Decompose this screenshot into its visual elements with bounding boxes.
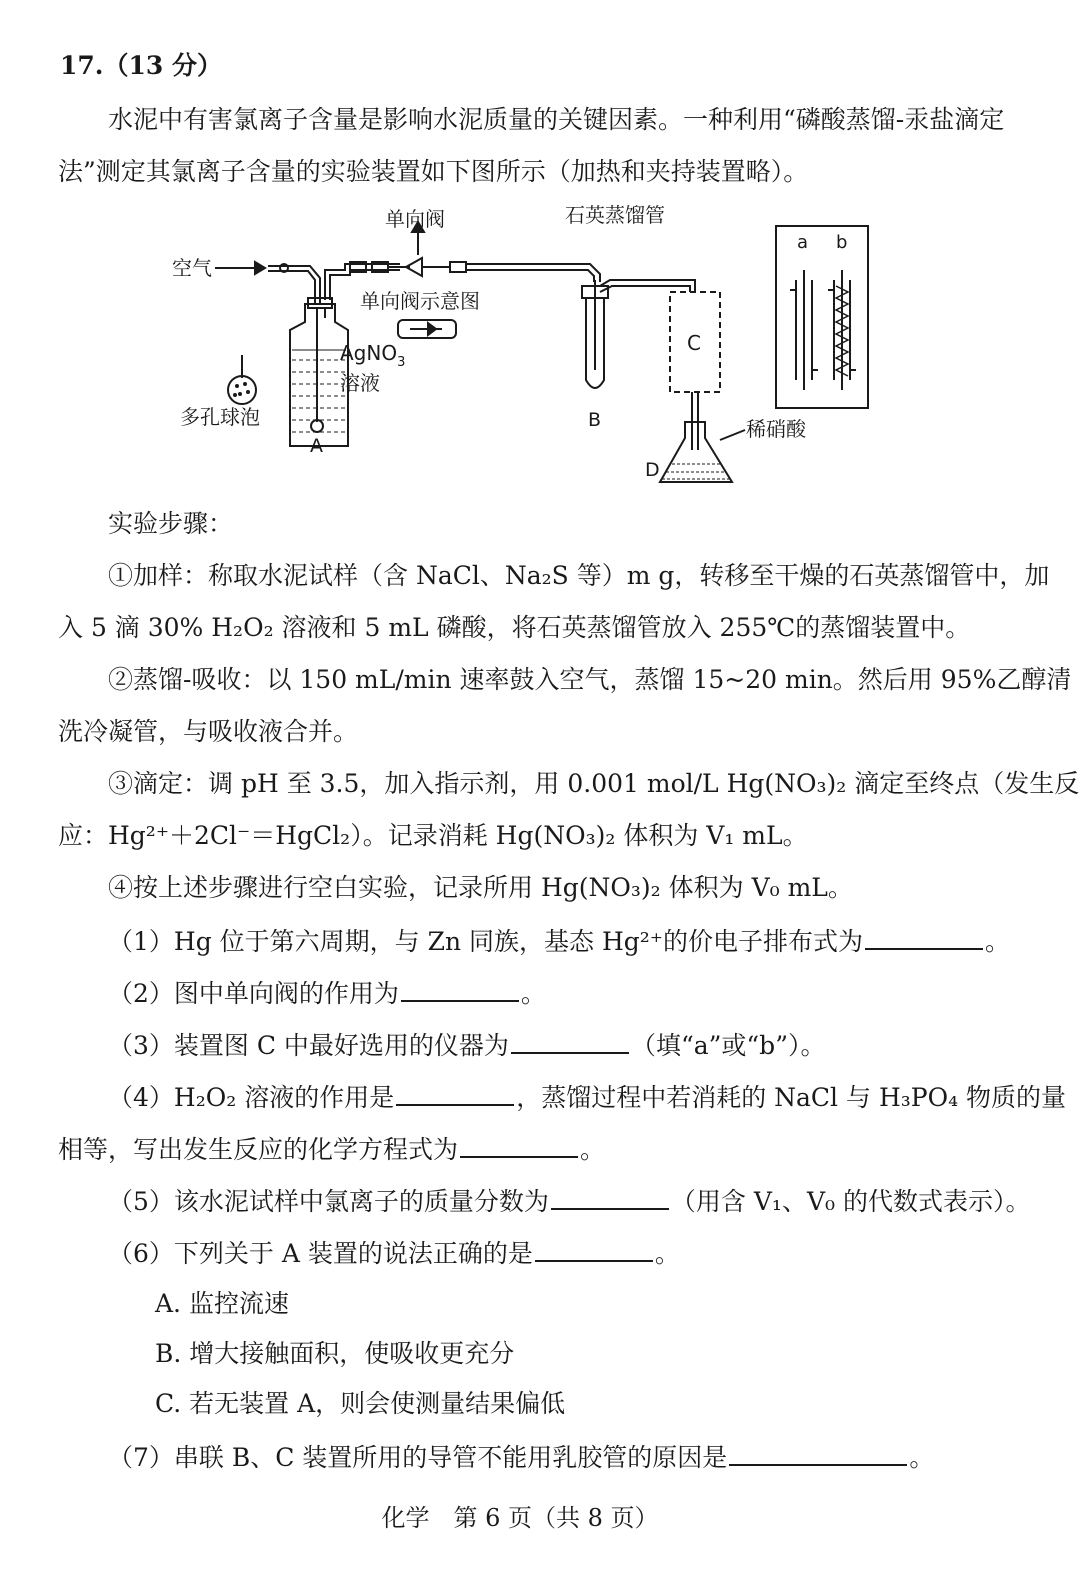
label-condenser-a: a: [797, 232, 809, 253]
tube-to-b: [466, 264, 600, 282]
answer-blank-4a[interactable]: [396, 1080, 514, 1106]
label-c: C: [687, 331, 701, 355]
question-1: [108, 924, 1010, 958]
question-5-end: （用含 V₁、V₀ 的代数式表示）。: [670, 1187, 1031, 1216]
step-2-line-2: 洗冷凝管，与吸收液合并。: [58, 717, 359, 746]
label-solution: 溶液: [340, 371, 380, 395]
step-4: ④按上述步骤进行空白实验，记录所用 Hg(NO₃)₂ 体积为 V₀ mL。: [108, 873, 853, 902]
question-4-text: （4）H₂O₂ 溶液的作用是: [108, 1083, 395, 1112]
question-6: [108, 1236, 680, 1270]
question-number: 17.（13 分）: [60, 51, 222, 80]
label-valve-schematic: 单向阀示意图: [360, 289, 480, 313]
step-3-line-1: ③滴定：调 pH 至 3.5，加入指示剂，用 0.001 mol/L Hg(NO₃)₂ 滴定至终点（发生反: [108, 769, 1080, 798]
valve-schematic-ball: [428, 323, 436, 335]
option-a[interactable]: A. 监控流速: [155, 1289, 289, 1318]
hose-joint-3: [450, 262, 466, 272]
question-4-line-2-text: 相等，写出发生反应的化学方程式为: [58, 1135, 459, 1164]
question-2: [108, 976, 546, 1010]
porous-bubble: [228, 376, 256, 404]
step-3-line-2: 应：Hg²⁺＋2Cl⁻＝HgCl₂）。记录消耗 Hg(NO₃)₂ 体积为 V₁ mL。: [58, 821, 808, 850]
answer-blank-1[interactable]: [865, 924, 983, 950]
option-c[interactable]: C. 若无装置 A，则会使测量结果偏低: [155, 1389, 566, 1418]
page-footer: 化学 第 6 页（共 8 页）: [381, 1504, 659, 1532]
question-3: [108, 1028, 825, 1062]
question-3-end: （填“a”或“b”）。: [630, 1031, 826, 1060]
question-5: [108, 1184, 1030, 1218]
label-air: 空气: [172, 256, 212, 280]
tube-b-to-c-inner: [600, 286, 690, 292]
steps-title: 实验步骤：: [108, 509, 234, 538]
question-6-text: （6）下列关于 A 装置的说法正确的是: [108, 1239, 533, 1268]
option-b[interactable]: B. 增大接触面积，使吸收更充分: [155, 1339, 515, 1368]
question-1-text: （1）Hg 位于第六周期，与 Zn 同族，基态 Hg²⁺的价电子排布式为: [108, 927, 863, 956]
label-check-valve: 单向阀: [385, 207, 445, 231]
label-condenser-b: b: [836, 232, 848, 253]
question-6-end: 。: [654, 1239, 680, 1268]
label-b: B: [588, 409, 602, 431]
apparatus-diagram: [160, 200, 920, 490]
air-arrowhead: [255, 262, 265, 274]
answer-blank-6[interactable]: [535, 1236, 653, 1262]
question-4-line-1: [108, 1080, 1066, 1114]
question-3-text: （3）装置图 C 中最好选用的仪器为: [108, 1031, 509, 1060]
label-quartz-tube: 石英蒸馏管: [565, 203, 665, 227]
label-a: A: [310, 435, 323, 457]
question-7: [108, 1440, 934, 1474]
answer-blank-3[interactable]: [511, 1028, 629, 1054]
tube-to-b-inner: [466, 270, 594, 282]
question-2-text: （2）图中单向阀的作用为: [108, 979, 399, 1008]
intro-line-2: 法”测定其氯离子含量的实验装置如下图所示（加热和夹持装置略）。: [58, 157, 809, 186]
step-1-line-1: ①加样：称取水泥试样（含 NaCl、Na₂S 等）m g，转移至干燥的石英蒸馏管中，加: [108, 561, 1050, 590]
question-4-end: 。: [580, 1135, 606, 1164]
hno3-label-line: [720, 430, 745, 440]
condenser-panel: [776, 226, 868, 408]
answer-blank-4b[interactable]: [460, 1132, 578, 1158]
question-5-text: （5）该水泥试样中氯离子的质量分数为: [108, 1187, 549, 1216]
label-dilute-hno3: 稀硝酸: [746, 417, 806, 441]
step-1-line-2: 入 5 滴 30% H₂O₂ 溶液和 5 mL 磷酸，将石英蒸馏管放入 255℃的蒸馏装置中。: [58, 613, 971, 642]
label-porous-bubble: 多孔球泡: [180, 405, 260, 429]
question-7-end: 。: [909, 1443, 935, 1472]
label-agno3: AgNO$_3$: [340, 341, 406, 370]
answer-blank-7[interactable]: [729, 1440, 907, 1466]
question-7-text: （7）串联 B、C 装置所用的导管不能用乳胶管的原因是: [108, 1443, 728, 1472]
step-2-line-1: ②蒸馏-吸收：以 150 mL/min 速率鼓入空气，蒸馏 15~20 min。然后用 95%乙醇清: [108, 665, 1072, 694]
question-4-line-2: [58, 1132, 605, 1166]
answer-blank-2[interactable]: [401, 976, 519, 1002]
label-d: D: [645, 459, 660, 481]
porous-bubble-dots: [233, 382, 250, 397]
flask-d-liquid: [662, 464, 730, 479]
flask-d: [660, 422, 732, 482]
question-1-end: 。: [985, 927, 1011, 956]
intro-line-1: 水泥中有害氯离子含量是影响水泥质量的关键因素。一种利用“磷酸蒸馏-汞盐滴定: [108, 105, 1005, 134]
question-4-mid: ，蒸馏过程中若消耗的 NaCl 与 H₃PO₄ 物质的量: [516, 1083, 1067, 1112]
answer-blank-5[interactable]: [551, 1184, 669, 1210]
question-2-end: 。: [520, 979, 546, 1008]
